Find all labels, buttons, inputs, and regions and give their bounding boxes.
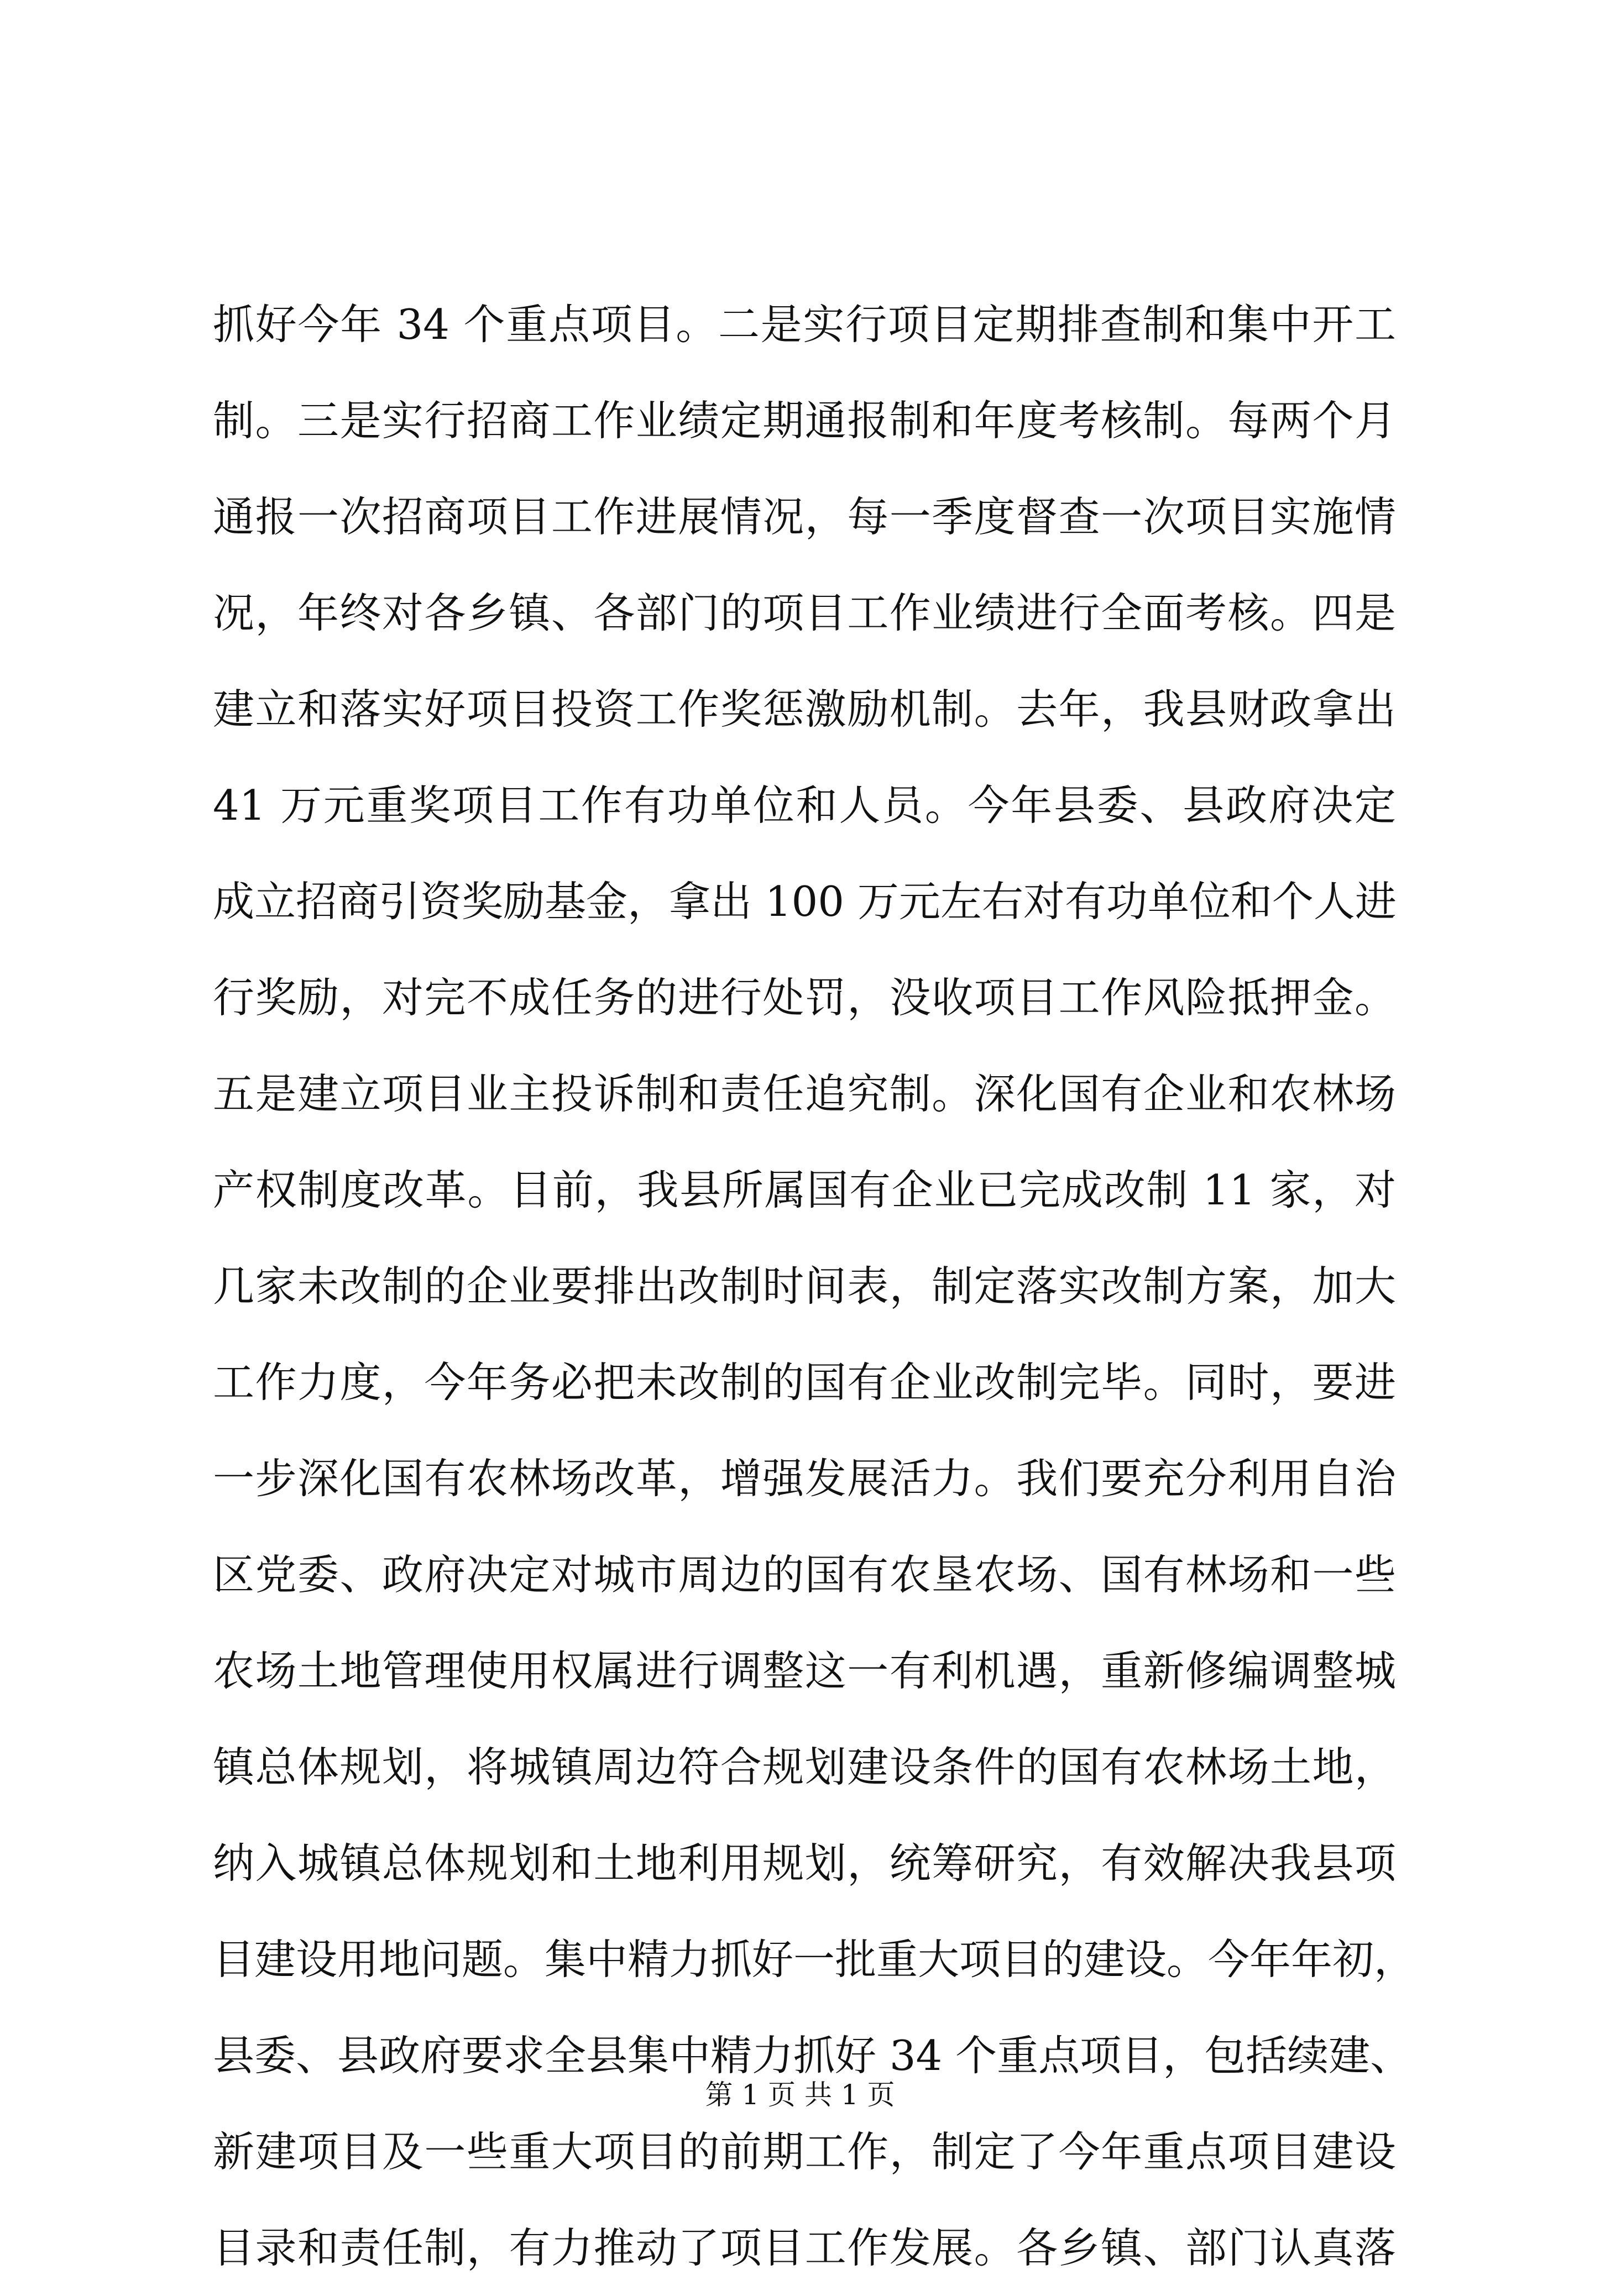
text-line: 行奖励，对完不成任务的进行处罚，没收项目工作风险抵押金。 (213, 973, 1396, 1022)
text-line: 建立和落实好项目投资工作奖惩激励机制。去年，我县财政拿出 (213, 685, 1396, 733)
text-line: 区党委、政府决定对城市周边的国有农垦农场、国有林场和一些 (213, 1550, 1396, 1599)
text-line: 目录和责任制，有力推动了项目工作发展。各乡镇、部门认真落 (213, 2224, 1396, 2272)
page-number-footer: 第 1 页 共 1 页 (705, 2079, 895, 2111)
text-line: 抓好今年 34 个重点项目。二是实行项目定期排查制和集中开工 (213, 300, 1396, 349)
text-line: 纳入城镇总体规划和土地利用规划，统筹研究，有效解决我县项 (213, 1839, 1396, 1888)
text-line: 通报一次招商项目工作进展情况，每一季度督查一次项目实施情 (213, 492, 1396, 541)
text-line: 几家未改制的企业要排出改制时间表，制定落实改制方案，加大 (213, 1262, 1396, 1310)
text-line: 目建设用地问题。集中精力抓好一批重大项目的建设。今年年初， (213, 1935, 1416, 1984)
text-line: 新建项目及一些重大项目的前期工作，制定了今年重点项目建设 (213, 2127, 1396, 2176)
text-line: 农场土地管理使用权属进行调整这一有利机遇，重新修编调整城 (213, 1647, 1396, 1695)
text-line: 产权制度改革。目前，我县所属国有企业已完成改制 11 家，对 (213, 1166, 1396, 1214)
text-line: 一步深化国有农林场改革，增强发展活力。我们要充分利用自治 (213, 1454, 1396, 1503)
text-line: 41 万元重奖项目工作有功单位和人员。今年县委、县政府决定 (213, 781, 1396, 830)
text-line: 工作力度，今年务必把未改制的国有企业改制完毕。同时，要进 (213, 1358, 1396, 1407)
text-line: 制。三是实行招商工作业绩定期通报制和年度考核制。每两个月 (213, 396, 1396, 445)
text-line: 况，年终对各乡镇、各部门的项目工作业绩进行全面考核。四是 (213, 589, 1396, 637)
body-text (213, 276, 1416, 2296)
text-line: 镇总体规划，将城镇周边符合规划建设条件的国有农林场土地， (213, 1743, 1396, 1791)
text-line: 五是建立项目业主投诉制和责任追究制。深化国有企业和农林场 (213, 1070, 1396, 1118)
text-line: 成立招商引资奖励基金，拿出 100 万元左右对有功单位和个人进 (213, 877, 1397, 926)
text-line: 县委、县政府要求全县集中精力抓好 34 个重点项目，包括续建、 (213, 2031, 1412, 2080)
